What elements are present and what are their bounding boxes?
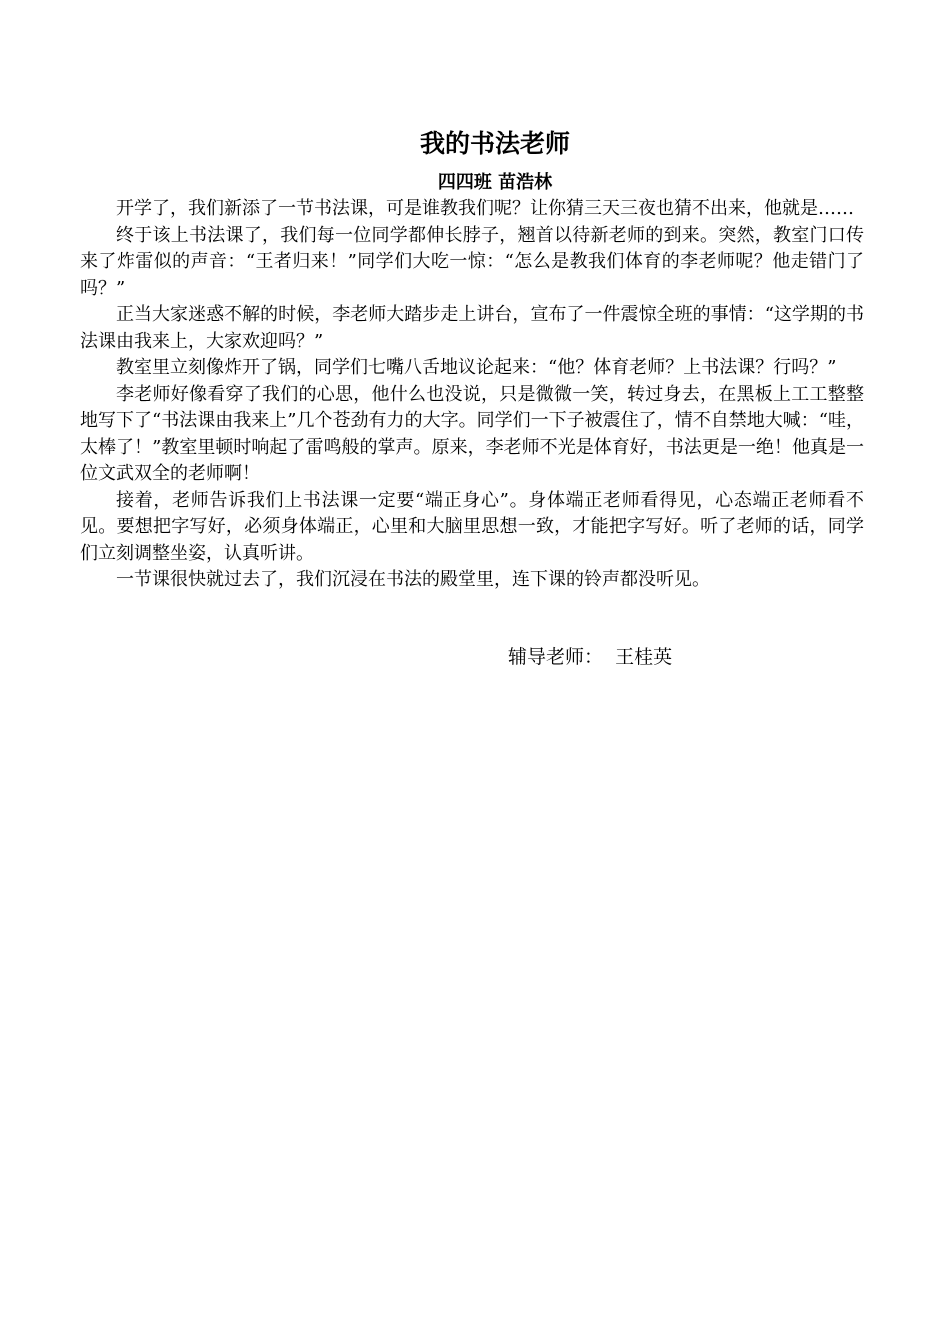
paragraph-7: 一节课很快就过去了，我们沉浸在书法的殿堂里，连下课的铃声都没听见。 [116, 569, 710, 590]
author-byline: 四四班 苗浩林 [437, 172, 553, 193]
paragraph-5: 李老师好像看穿了我们的心思，他什么也没说，只是微微一笑，转过身去，在黑板上工工整整地写下了“书法课由我来上”几个苍劲有力的大字。同学们一下子被震住了，情不自禁地大喊：“哇，太棒了！”教室里顿时响起了雷鸣般的掌声。原来，李老师不光是体育好，书法更是一绝！他真是一位文武双全的老师啊！ [80, 383, 864, 484]
paragraph-3: 正当大家迷惑不解的时候，李老师大踏步走上讲台，宣布了一件震惊全班的事情：“这学期的书法课由我来上，大家欢迎吗？” [80, 304, 864, 352]
paragraph-6: 接着，老师告诉我们上书法课一定要“端正身心”。身体端正老师看得见，心态端正老师看不见。要想把字写好，必须身体端正，心里和大脑里思想一致，才能把字写好。听了老师的话，同学们立刻调整坐姿，认真听讲。 [80, 489, 864, 564]
document-title: 我的书法老师 [419, 129, 570, 158]
paragraph-2: 终于该上书法课了，我们每一位同学都伸长脖子，翘首以待新老师的到来。突然，教室门口传来了炸雷似的声音：“王者归来！”同学们大吃一惊：“怎么是教我们体育的李老师呢？他走错门了吗？” [80, 224, 864, 299]
article-body [80, 196, 864, 594]
paragraph-4: 教室里立刻像炸开了锅，同学们七嘴八舌地议论起来：“他？体育老师？上书法课？行吗？” [116, 357, 837, 378]
paragraph-1: 开学了，我们新添了一节书法课，可是谁教我们呢？让你猜三天三夜也猜不出来，他就是…… [116, 198, 854, 219]
advisor-signature: 辅导老师： 王桂英 [508, 646, 673, 668]
